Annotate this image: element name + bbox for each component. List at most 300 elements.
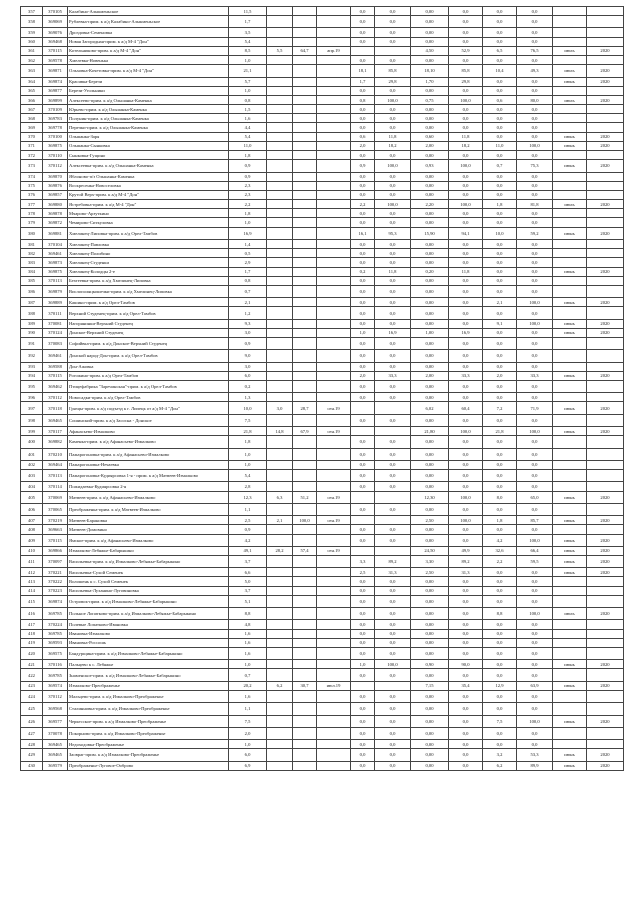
repaired-pct-cell [293,749,317,761]
normative-km-cell: 0,9 [351,160,375,172]
done-pct-cell: 89,9 [517,761,553,770]
done-km-cell: 8,0 [483,491,517,503]
repaired-km-cell [267,362,293,371]
done-pct-cell: 49,3 [517,65,553,77]
month-cell: июнь [553,568,587,577]
road-code-cell: 369785 [43,669,68,681]
normative-pct-cell: 0,0 [375,151,411,160]
row-number-cell: 404 [21,482,43,491]
plan-km-cell: 0,00 [411,393,449,402]
repaired-km-cell [267,172,293,181]
plan-km-cell: 0,00 [411,608,449,620]
year-cell [587,703,624,715]
length-cell: 11,0 [229,141,267,150]
repair-date-cell [317,307,351,319]
row-number-cell: 396 [21,393,43,402]
length-cell: 6,0 [229,749,267,761]
plan-pct-cell: 0,0 [449,7,483,16]
normative-km-cell: 0,0 [351,761,375,770]
repaired-km-cell [267,381,293,393]
repaired-pct-cell [293,568,317,577]
road-name-cell: Преображенка-прим. к а/д Матвеев-Измалково [68,503,229,515]
year-cell [587,105,624,114]
length-cell: 3,7 [229,586,267,595]
row-number-cell: 397 [21,402,43,414]
road-code-cell: 369593 [43,638,68,647]
repair-date-cell [317,525,351,534]
month-cell: июнь [553,141,587,150]
normative-pct-cell: 0,0 [375,239,411,248]
normative-km-cell: 0,0 [351,393,375,402]
table-row [21,200,624,209]
road-code-cell: 369465 [43,740,68,749]
plan-pct-cell: 0,0 [449,460,483,469]
plan-km-cell: 0,00 [411,482,449,491]
road-code-cell: 369464 [43,460,68,469]
month-cell: июнь [553,427,587,436]
road-name-cell: Волошень к с. Сухой Семенек [68,577,229,586]
done-km-cell: 0,0 [483,350,517,362]
road-code-cell: 370219 [43,516,68,525]
repair-date-cell [317,298,351,307]
road-name-cell: Алексеево-прим. к а/д Ольшанка-Каменка [68,95,229,104]
repair-date-cell [317,608,351,620]
plan-pct-cell: 0,0 [449,393,483,402]
repaired-km-cell [267,740,293,749]
table-row [21,586,624,595]
road-code-cell: 369577 [43,715,68,727]
normative-pct-cell: 0,0 [375,648,411,660]
row-number-cell: 358 [21,16,43,28]
row-number-cell: 398 [21,414,43,426]
plan-pct-cell: 18,2 [449,141,483,150]
repair-date-cell [317,56,351,65]
month-cell [553,151,587,160]
repaired-km-cell [267,328,293,337]
repaired-pct-cell [293,362,317,371]
plan-pct-cell: 0,0 [449,577,483,586]
done-pct-cell: 0,0 [517,629,553,638]
done-pct-cell: 0,0 [517,448,553,460]
year-cell [587,172,624,181]
year-cell [587,86,624,95]
repaired-pct-cell [293,218,317,227]
road-code-cell: 369873 [43,258,68,267]
repair-date-cell [317,761,351,770]
plan-km-cell: 6,02 [411,402,449,414]
normative-pct-cell: 0,0 [375,381,411,393]
repaired-pct-cell [293,16,317,28]
plan-km-cell: 0,00 [411,460,449,469]
plan-km-cell: 0,00 [411,172,449,181]
normative-pct-cell: 0,0 [375,362,411,371]
done-km-cell: 0,0 [483,414,517,426]
repaired-km-cell: 6,2 [267,681,293,690]
repaired-km-cell [267,37,293,46]
done-pct-cell: 0,0 [517,114,553,123]
done-km-cell: 0,0 [483,7,517,16]
normative-km-cell [351,46,375,55]
normative-km-cell: 0,0 [351,703,375,715]
repaired-pct-cell [293,586,317,595]
road-name-cell: Хмелинец-Колодцы 2-е [68,267,229,276]
road-name-cell: Ольховка-Кочетовка-прим. к а/д М-4 "Дон" [68,65,229,77]
normative-km-cell: 0,0 [351,181,375,190]
row-number-cell: 420 [21,648,43,660]
normative-pct-cell [375,491,411,503]
repaired-km-cell [267,482,293,491]
done-pct-cell: 33,3 [517,371,553,380]
repaired-pct-cell [293,190,317,199]
month-cell: июнь [553,319,587,328]
table-row [21,190,624,199]
normative-pct-cell: 0,0 [375,620,411,629]
road-code-cell: 369866 [43,546,68,555]
month-cell: июнь [553,555,587,567]
normative-km-cell: 0,2 [351,267,375,276]
done-pct-cell: 0,0 [517,172,553,181]
repaired-pct-cell [293,577,317,586]
repaired-pct-cell: 30,7 [293,681,317,690]
repair-date-cell [317,470,351,482]
repaired-km-cell [267,648,293,660]
row-number-cell: 376 [21,190,43,199]
year-cell: 2020 [587,546,624,555]
done-km-cell: 0,0 [483,470,517,482]
repair-date-cell: сен.19 [317,402,351,414]
road-code-cell: 369069 [43,16,68,28]
done-pct-cell: 0,0 [517,381,553,393]
year-cell [587,669,624,681]
repair-date-cell [317,132,351,141]
year-cell: 2020 [587,298,624,307]
done-pct-cell: 63,9 [517,681,553,690]
month-cell: июль [553,46,587,55]
year-cell [587,239,624,248]
done-km-cell: 10,0 [483,227,517,239]
done-pct-cell: 0,0 [517,56,553,65]
normative-pct-cell: 0,0 [375,448,411,460]
plan-km-cell: 15,90 [411,227,449,239]
year-cell [587,350,624,362]
table-row [21,362,624,371]
plan-pct-cell: 11,8 [449,267,483,276]
done-pct-cell: 0,0 [517,328,553,337]
plan-pct-cell: 0,0 [449,534,483,546]
month-cell: июль [553,95,587,104]
normative-pct-cell: 0,0 [375,218,411,227]
normative-km-cell: 2,0 [351,371,375,380]
plan-pct-cell: 100,0 [449,200,483,209]
normative-km-cell: 0,0 [351,727,375,739]
length-cell: 7,5 [229,715,267,727]
repaired-km-cell [267,160,293,172]
plan-pct-cell: 0,0 [449,414,483,426]
repaired-km-cell [267,65,293,77]
repaired-km-cell [267,638,293,647]
repaired-pct-cell: 64,7 [293,46,317,55]
plan-km-cell: 12,30 [411,491,449,503]
row-number-cell: 406 [21,503,43,515]
row-number-cell: 382 [21,249,43,258]
repair-date-cell [317,577,351,586]
normative-km-cell: 0,0 [351,436,375,448]
done-km-cell: 0,0 [483,181,517,190]
road-name-cell: Крутой Верх-прим. к а/д М-4 "Дон" [68,190,229,199]
year-cell [587,690,624,702]
normative-km-cell: 0,0 [351,7,375,16]
done-km-cell: 0,0 [483,577,517,586]
done-pct-cell: 59,5 [517,555,553,567]
plan-km-cell: 0,00 [411,448,449,460]
row-number-cell: 408 [21,525,43,534]
plan-pct-cell: 0,0 [449,307,483,319]
month-cell [553,638,587,647]
plan-pct-cell: 0,0 [449,638,483,647]
road-code-cell: 369461 [43,249,68,258]
done-pct-cell: 0,0 [517,28,553,37]
plan-km-cell: 0,00 [411,586,449,595]
repaired-pct-cell [293,660,317,669]
repaired-km-cell: 6,3 [267,491,293,503]
done-pct-cell: 0,0 [517,638,553,647]
plan-km-cell: 0,00 [411,595,449,607]
table-row [21,638,624,647]
road-name-cell: Сталинновка-прим. к а/д Измалково-Преображенье [68,703,229,715]
repaired-km-cell [267,525,293,534]
normative-km-cell: 0,0 [351,239,375,248]
done-pct-cell: 53,3 [517,749,553,761]
plan-km-cell: 3,30 [411,555,449,567]
month-cell [553,393,587,402]
done-km-cell: 0,0 [483,123,517,132]
repaired-km-cell [267,258,293,267]
table-row [21,37,624,46]
done-pct-cell: 0,0 [517,690,553,702]
road-name-cell: Рублевка-прим. к а/д Калабино-Алыкменьское [68,16,229,28]
repaired-km-cell [267,28,293,37]
done-km-cell: 12,9 [483,681,517,690]
repair-date-cell [317,586,351,595]
done-km-cell: 9,1 [483,319,517,328]
normative-km-cell: 1,0 [351,328,375,337]
road-name-cell: Полунин-прим. к а/д Ольшанка-Каменка [68,114,229,123]
year-cell [587,114,624,123]
plan-pct-cell: 0,0 [449,727,483,739]
normative-pct-cell: 0,0 [375,56,411,65]
repaired-km-cell [267,276,293,285]
done-km-cell: 0,0 [483,239,517,248]
done-km-cell: 0,0 [483,568,517,577]
plan-pct-cell: 29,8 [449,77,483,86]
year-cell [587,151,624,160]
repaired-pct-cell [293,141,317,150]
plan-pct-cell: 90,0 [449,660,483,669]
road-code-cell: 369889 [43,298,68,307]
repaired-pct-cell: 67,9 [293,427,317,436]
length-cell: 4,8 [229,620,267,629]
repair-date-cell [317,276,351,285]
repaired-km-cell [267,338,293,350]
road-code-cell: 369462 [43,381,68,393]
repair-date-cell: июл.19 [317,681,351,690]
repair-date-cell [317,123,351,132]
done-km-cell: 0,0 [483,276,517,285]
year-cell [587,482,624,491]
year-cell: 2020 [587,608,624,620]
table-row [21,669,624,681]
length-cell: 1,1 [229,703,267,715]
done-km-cell: 0,0 [483,86,517,95]
month-cell [553,249,587,258]
normative-km-cell: 0,0 [351,608,375,620]
normative-km-cell: 0,0 [351,620,375,629]
done-km-cell: 6,2 [483,761,517,770]
year-cell [587,525,624,534]
table-row [21,568,624,577]
normative-pct-cell: 31,3 [375,568,411,577]
plan-pct-cell: 0,0 [449,503,483,515]
length-cell: 2,2 [229,200,267,209]
plan-pct-cell: 0,0 [449,608,483,620]
year-cell: 2020 [587,715,624,727]
repaired-km-cell [267,568,293,577]
road-name-cell: Ястребовка-прим. к а/д М-4 "Дон" [68,200,229,209]
road-code-cell: 370124 [43,328,68,337]
road-code-cell: 370083 [43,338,68,350]
repaired-km-cell [267,132,293,141]
length-cell: 5,7 [229,77,267,86]
road-name-cell: Покорново-прим. к а/д Измалково-Преображенье [68,727,229,739]
year-cell: 2020 [587,761,624,770]
plan-km-cell: 18,10 [411,65,449,77]
year-cell [587,393,624,402]
register-sheet [20,6,618,771]
road-code-cell: 369574 [43,681,68,690]
road-code-cell: 369578 [43,56,68,65]
year-cell [587,436,624,448]
repaired-pct-cell [293,338,317,350]
length-cell: 0,9 [229,525,267,534]
done-pct-cell: 0,0 [517,209,553,218]
table-row [21,648,624,660]
repair-date-cell [317,200,351,209]
normative-pct-cell: 0,0 [375,350,411,362]
plan-km-cell: 2,50 [411,568,449,577]
month-cell: июнь [553,749,587,761]
road-code-cell: 370115 [43,534,68,546]
row-number-cell: 415 [21,595,43,607]
plan-km-cell: 0,00 [411,740,449,749]
month-cell [553,181,587,190]
table-row [21,141,624,150]
length-cell: 6,6 [229,568,267,577]
plan-km-cell: 2,00 [411,371,449,380]
road-code-cell: 370100 [43,132,68,141]
road-name-cell: Грязцы-прим. к а/д подъезд к г. Липецк от а/д М-4 "Дон" [68,402,229,414]
normative-km-cell: 0,0 [351,350,375,362]
month-cell [553,381,587,393]
plan-pct-cell: 35,4 [449,681,483,690]
done-pct-cell: 0,0 [517,460,553,469]
normative-km-cell: 0,0 [351,586,375,595]
done-pct-cell: 75,3 [517,160,553,172]
year-cell [587,470,624,482]
repair-date-cell [317,141,351,150]
month-cell [553,209,587,218]
normative-km-cell: 0,0 [351,525,375,534]
plan-pct-cell: 60,4 [449,402,483,414]
plan-pct-cell: 0,0 [449,285,483,297]
repair-date-cell [317,181,351,190]
road-name-cell: Бехтеевка-прим. к а/д Хмелинец-Липовка [68,276,229,285]
table-row [21,56,624,65]
repair-date-cell [317,715,351,727]
plan-km-cell: 0,00 [411,28,449,37]
month-cell: июнь [553,534,587,546]
length-cell: 1,6 [229,690,267,702]
done-pct-cell: 0,0 [517,77,553,86]
month-cell: июль [553,608,587,620]
year-cell [587,362,624,371]
road-code-cell: 369579 [43,761,68,770]
table-row [21,350,624,362]
row-number-cell: 421 [21,660,43,669]
repair-date-cell [317,86,351,95]
length-cell: 0,8 [229,95,267,104]
done-pct-cell: 0,0 [517,740,553,749]
plan-pct-cell: 0,0 [449,703,483,715]
done-km-cell: 2,0 [483,371,517,380]
year-cell [587,448,624,460]
plan-km-cell: 1,70 [411,77,449,86]
road-name-cell: Яблоново-п/з Ольшанка-Каменка [68,172,229,181]
done-km-cell: 0,0 [483,660,517,669]
repaired-pct-cell [293,7,317,16]
repair-date-cell [317,105,351,114]
month-cell [553,218,587,227]
done-km-cell: 0,0 [483,258,517,267]
month-cell [553,460,587,469]
year-cell: 2020 [587,319,624,328]
repaired-pct-cell [293,470,317,482]
done-km-cell: 0,7 [483,160,517,172]
road-name-cell: Матвеев-Домовино [68,525,229,534]
plan-pct-cell: 0,0 [449,740,483,749]
road-code-cell: 369874 [43,595,68,607]
month-cell: июнь [553,491,587,503]
road-name-cell: Пажарогоновка-Нечаевка [68,460,229,469]
normative-pct-cell: 0,0 [375,470,411,482]
repaired-km-cell [267,577,293,586]
done-pct-cell: 0,0 [517,393,553,402]
month-cell [553,16,587,28]
repair-date-cell: сен.19 [317,546,351,555]
road-name-cell: Преображенье-Луговое-Ооброво [68,761,229,770]
road-name-cell: Новая Загородная-прим. к а/д М-4 "Дон" [68,37,229,46]
row-number-cell: 412 [21,568,43,577]
row-number-cell: 403 [21,470,43,482]
road-name-cell: Нагорянинки-Верхний Студенец [68,319,229,328]
repair-date-cell [317,338,351,350]
year-cell: 2020 [587,681,624,690]
normative-km-cell: 0,0 [351,690,375,702]
normative-km-cell: 0,0 [351,470,375,482]
road-code-cell: 370097 [43,555,68,567]
road-name-cell: Недоходовка-Преображенье [68,740,229,749]
road-code-cell: 369575 [43,648,68,660]
repaired-pct-cell [293,482,317,491]
